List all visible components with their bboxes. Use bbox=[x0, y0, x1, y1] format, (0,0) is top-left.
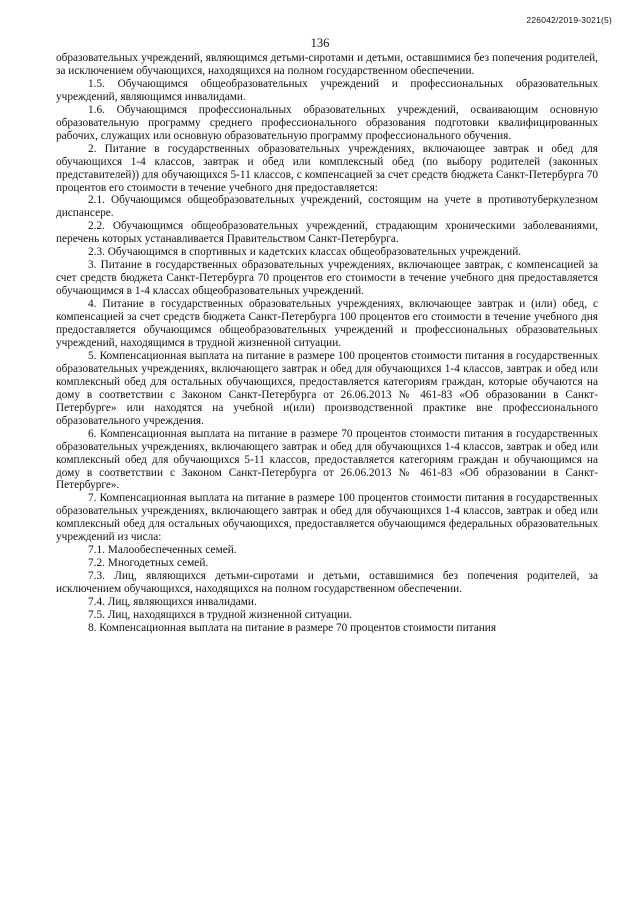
paragraph-2-1: 2.1. Обучающимся общеобразовательных учреждений, состоящим на учете в противотуберкулезном диспансере. bbox=[56, 194, 598, 220]
paragraph-2-3: 2.3. Обучающимся в спортивных и кадетских классах общеобразовательных учреждений. bbox=[88, 246, 522, 259]
paragraph-1-5: 1.5. Обучающимся общеобразовательных учреждений и профессиональных образовательных учреждений, являющимся инвалидами. bbox=[56, 77, 598, 103]
document-body bbox=[56, 52, 598, 635]
paragraph-8: 8. Компенсационная выплата на питание в размере 70 процентов стоимости питания bbox=[88, 621, 497, 634]
paragraph-2-2: 2.2. Обучающимся общеобразовательных учреждений, страдающим хроническими заболеваниями, перечень которых устанавливается Правительством Санкт-Петербурга. bbox=[56, 220, 598, 246]
page-number: 136 bbox=[310, 36, 330, 50]
paragraph-3: 3. Питание в государственных образовательных учреждениях, включающее завтрак, с компенсацией за счет средств бюджета Санкт-Петербурга 70 процентов его стоимости в течение учебного дня предоставляется обучающимся в 1-4 классах общеобразовательных учреждений. bbox=[56, 259, 598, 298]
paragraph-7-3: 7.3. Лиц, являющихся детьми-сиротами и детьми, оставшимися без попечения родителей, за исключением обучающихся, находящихся на полном государственном обеспечении. bbox=[56, 570, 598, 596]
paragraph-4: 4. Питание в государственных образовательных учреждениях, включающее завтрак и (или) обед, с компенсацией за счет средств бюджета Санкт-Петербурга 100 процентов его стоимости в течение учебного дня предоставляется обучающимся общеобразовательных учреждений и профессиональных образовательных учреждений, находящимся в трудной жизненной ситуации. bbox=[56, 298, 598, 349]
paragraph-5: 5. Компенсационная выплата на питание в размере 100 процентов стоимости питания в государственных образовательных учреждениях, включающего завтрак и обед для обучающихся 1-4 классов, завтрак и обед или комплексный обед для остальных обучающихся, предоставляется категориям граждан, которые обучаются на дому в соответствии с Законом Санкт-Петербурга от 26.06.2013 № 461-83 «Об образовании в Санкт-Петербурге» или находятся на учебной и(или) производственной практике вне профессионального образовательного учреждения. bbox=[56, 349, 598, 427]
paragraph-7: 7. Компенсационная выплата на питание в размере 100 процентов стоимости питания в государственных образовательных учреждениях, включающего завтрак и обед для обучающихся 1-4 классов, завтрак и обед или комплексный обед для остальных обучающихся, предоставляется обучающимся федеральных образовательных учреждений из числа: bbox=[56, 492, 598, 544]
paragraph-7-4: 7.4. Лиц, являющихся инвалидами. bbox=[88, 596, 257, 609]
paragraph-6: 6. Компенсационная выплата на питание в размере 70 процентов стоимости питания в государственных образовательных учреждениях, включающего завтрак и обед для обучающихся 1-4 классов, завтрак и обед или комплексный обед для обучающихся 5-11 классов, предоставляется категориям граждан и обучающимся на дому в соответствии с Законом Санкт-Петербурга от 26.06.2013 № 461-83 «Об образовании в Санкт-Петербурге». bbox=[56, 427, 598, 492]
paragraph-2: 2. Питание в государственных образовательных учреждениях, включающее завтрак и обед для обучающихся 1-4 классов, завтрак и обед или комплексный обед (по выбору родителей (законных представителей)) для обучающихся 5-11 классов, с компенсацией за счет средств бюджета Санкт-Петербурга 70 процентов его стоимости в течение учебного дня предоставляется: bbox=[56, 142, 598, 194]
document-registration-code: 226042/2019-3021(5) bbox=[526, 15, 612, 25]
paragraph-7-5: 7.5. Лиц, находящихся в трудной жизненной ситуации. bbox=[88, 608, 353, 621]
paragraph-7-1: 7.1. Малообеспеченных семей. bbox=[88, 544, 237, 557]
paragraph-7-2: 7.2. Многодетных семей. bbox=[88, 557, 209, 570]
paragraph-continuation: образовательных учреждений, являющимся детьми-сиротами и детьми, оставшимися без попечения родителей, за исключением обучающихся, находящихся на полном государственном обеспечении. bbox=[56, 52, 598, 77]
paragraph-1-6: 1.6. Обучающимся профессиональных образовательных учреждений, осваивающим основную образовательную программу среднего профессионального образования подготовки квалифицированных рабочих, служащих или основную образовательную программу профессионального обучения. bbox=[56, 103, 598, 142]
